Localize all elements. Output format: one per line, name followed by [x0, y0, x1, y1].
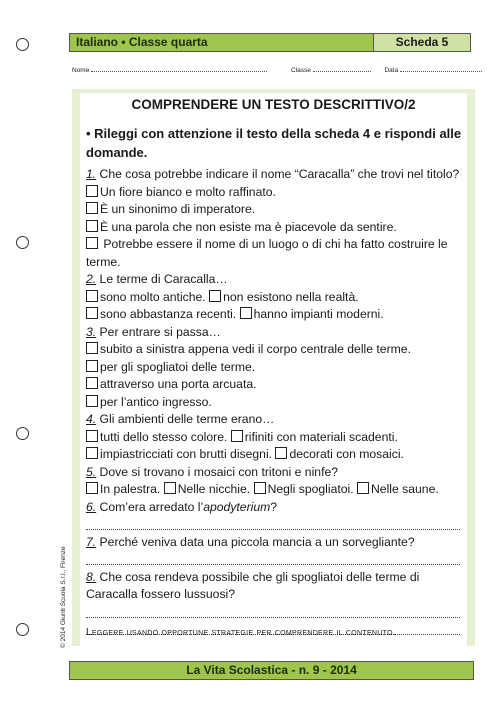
nome-field[interactable] [91, 66, 267, 72]
checkbox[interactable] [231, 430, 243, 442]
option [86, 376, 464, 394]
page-title: COMPRENDERE UN TESTO DESCRITTIVO/2 [131, 97, 416, 112]
question-text: Perché veniva data una piccola mancia a un sorvegliante? [96, 534, 415, 549]
question-text-end: ? [270, 499, 278, 514]
option-label: sono molto antiche. [100, 289, 206, 304]
classe-label: Classe [290, 67, 311, 74]
option-label: Potrebbe essere il nome di un luogo o di chi ha fatto costruire le terme. [86, 237, 448, 269]
question-number: 1. [86, 167, 97, 181]
question-number: 4. [86, 412, 97, 426]
option-label: Nelle nicchie. [177, 482, 251, 496]
question-text: Che cosa rendeva possibile che gli spogliatoi delle terme di Caracalla fossero lussuosi? [86, 569, 420, 601]
answer-line[interactable] [86, 551, 460, 565]
option-label: È un sinonimo di imperatore. [100, 202, 256, 216]
checkbox[interactable] [86, 360, 98, 372]
footer-bar: La Vita Scolastica - n. 9 - 2014 [69, 661, 474, 680]
checkbox[interactable] [86, 447, 98, 459]
checkbox[interactable] [86, 342, 98, 354]
question-text: Che cosa potrebbe indicare il nome “Caracalla” che trovi nel titolo? [96, 167, 460, 181]
question-number: 8. [86, 569, 97, 584]
option-row [86, 306, 464, 324]
option-label: decorati con mosaici. [289, 447, 404, 461]
questions [86, 166, 464, 639]
option-row [86, 289, 464, 307]
answer-line[interactable] [86, 604, 460, 618]
checkbox[interactable] [86, 220, 98, 232]
subject-label: Italiano • Classe quarta [76, 35, 208, 49]
header-bar [69, 33, 471, 52]
checkbox[interactable] [357, 482, 369, 494]
checkbox[interactable] [86, 482, 98, 494]
question-6 [86, 499, 464, 517]
option-label: hanno impianti moderni. [253, 307, 384, 321]
answer-line[interactable] [86, 516, 460, 530]
scheda-label: Scheda 5 [373, 34, 470, 51]
question-term: apodyterium [203, 499, 271, 514]
option-label: Un fiore bianco e molto raffinato. [100, 184, 276, 199]
option-label: impiastricciati con brutti disegni. [100, 447, 273, 461]
data-field[interactable] [400, 66, 482, 72]
nome-label: Nome [72, 67, 90, 74]
question-3 [86, 324, 464, 342]
binder-hole-top [16, 38, 29, 51]
option-label: per l’antico ingresso. [100, 394, 212, 409]
option-label: per gli spogliatoi delle terme. [100, 359, 256, 374]
footnote: Leggere usando opportune strategie per comprendere il contenuto. [86, 627, 396, 638]
checkbox[interactable] [254, 482, 266, 494]
binder-hole-middle-2 [16, 427, 29, 440]
option-label: sono abbastanza recenti. [100, 307, 237, 321]
checkbox[interactable] [86, 307, 98, 319]
option-label: È una parola che non esiste ma è piacevole da sentire. [100, 219, 397, 234]
data-label: Data [384, 67, 399, 74]
checkbox[interactable] [86, 430, 98, 442]
question-text: Le terme di Caracalla… [96, 272, 228, 286]
option-label: tutti dello stesso colore. [100, 429, 228, 444]
name-row [72, 66, 472, 74]
checkbox[interactable] [86, 202, 98, 214]
option [86, 236, 464, 271]
option-label: rifiniti con materiali scadenti. [244, 429, 398, 444]
option-label: attraverso una porta arcuata. [100, 377, 257, 391]
checkbox[interactable] [86, 290, 98, 302]
question-number: 6. [86, 499, 97, 514]
instructions: • Rileggi con attenzione il testo della scheda 4 e rispondi alle domande. [86, 126, 462, 160]
question-number: 7. [86, 534, 97, 549]
option-label: Nelle saune. [371, 482, 439, 496]
question-text: Gli ambienti delle terme erano… [96, 412, 275, 426]
option [86, 394, 464, 412]
question-5 [86, 464, 464, 482]
question-1 [86, 166, 464, 184]
classe-field[interactable] [313, 66, 371, 72]
checkbox[interactable] [164, 482, 176, 494]
option [86, 201, 464, 219]
question-8 [86, 569, 464, 604]
option-row [86, 446, 464, 464]
binder-hole-middle-1 [16, 236, 29, 249]
option-row [86, 481, 464, 499]
option-label: In palestra. [100, 482, 161, 496]
question-text: Com’era arredato l’ [96, 499, 204, 514]
option [86, 359, 464, 377]
option [86, 184, 464, 202]
question-number: 2. [86, 272, 97, 286]
option [86, 219, 464, 237]
question-7 [86, 534, 464, 552]
question-text: Dove si trovano i mosaici con tritoni e ninfe? [96, 464, 339, 479]
checkbox[interactable] [240, 307, 252, 319]
question-2 [86, 271, 464, 289]
question-text: Per entrare si passa… [96, 324, 221, 339]
option-label: subito a sinistra appena vedi il corpo centrale delle terme. [100, 342, 411, 356]
option-label: non esistono nella realtà. [223, 289, 359, 304]
question-number: 3. [86, 324, 97, 339]
copyright-notice: © 2014 Giunti Scuola S.r.l., Firenze [60, 546, 67, 648]
option-label: Negli spogliatoi. [267, 482, 354, 496]
checkbox[interactable] [86, 237, 98, 249]
option-row [86, 429, 464, 447]
checkbox[interactable] [275, 447, 287, 459]
question-4 [86, 411, 464, 429]
question-number: 5. [86, 464, 97, 479]
option [86, 341, 464, 359]
checkbox[interactable] [209, 290, 221, 302]
checkbox[interactable] [86, 185, 98, 197]
checkbox[interactable] [86, 377, 98, 389]
checkbox[interactable] [86, 395, 98, 407]
binder-hole-bottom [16, 623, 29, 636]
